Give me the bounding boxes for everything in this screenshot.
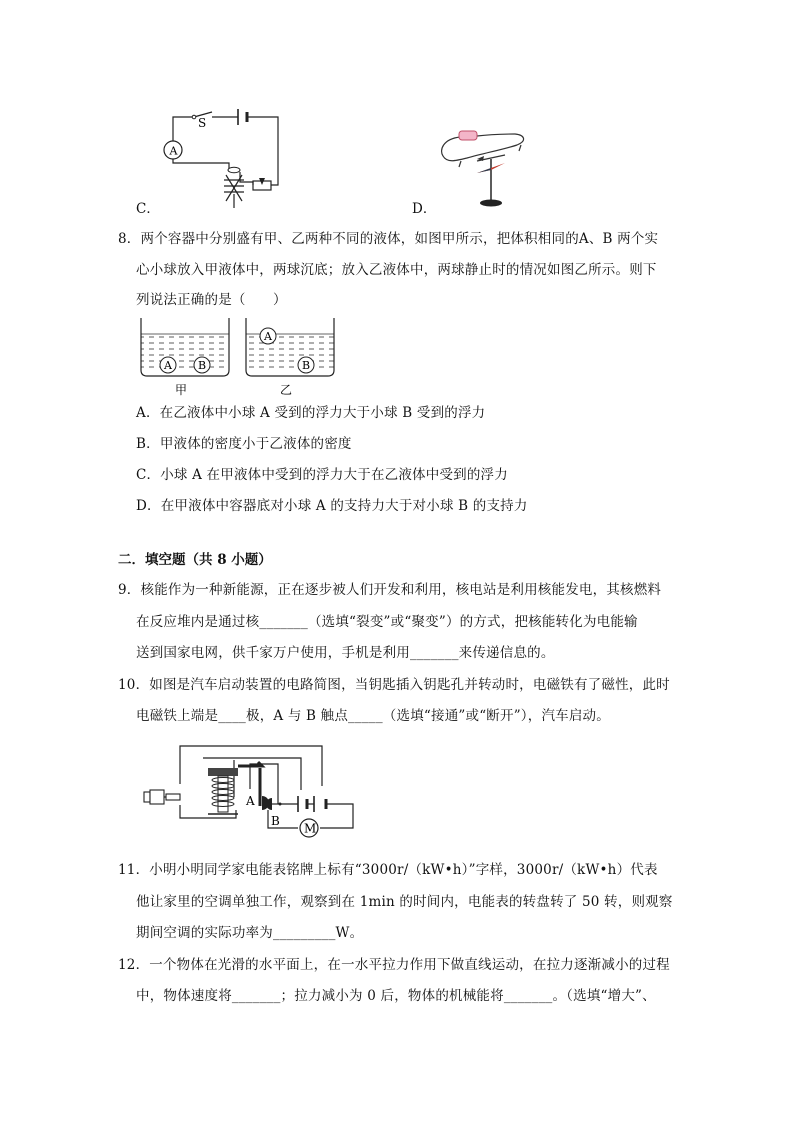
figure-d-wire-compass-diagram <box>435 125 535 215</box>
q8-right-ball-a-label: A <box>264 330 272 343</box>
q8-left-caption: 甲 <box>175 383 188 397</box>
q10-text-line-2: 电磁铁上端是____极，A 与 B 触点_____（选填“接通”或“断开”），汽车启动。 <box>136 708 610 724</box>
figure-c-label: C． <box>136 201 160 217</box>
q11-text-line-1: 11．小明小明同学家电能表铭牌上标有“3000r/（kW•h）”字样，3000r/（kW•h）代表 <box>118 862 658 878</box>
q10-motor-label: M <box>304 821 317 836</box>
figure-c-circuit-diagram <box>150 100 290 215</box>
q10-contact-b-label: B <box>271 814 280 828</box>
section-2-heading: 二．填空题（共 8 小题） <box>118 552 272 568</box>
q10-contact-a-label: A <box>246 794 255 808</box>
q8-right-caption: 乙 <box>280 383 293 397</box>
figure-c-switch-label: S <box>198 116 207 130</box>
q8-text-line-1: 8．两个容器中分别盛有甲、乙两种不同的液体，如图甲所示，把体积相同的A、B 两个实 <box>118 231 659 247</box>
q9-text-line-1: 9．核能作为一种新能源，正在逐步被人们开发和利用，核电站是利用核能发电，其核燃料 <box>118 582 662 598</box>
q9-text-line-3: 送到国家电网，供千家万户使用，手机是利用_______来传递信息的。 <box>136 645 555 661</box>
q10-car-starter-circuit-diagram <box>138 742 358 837</box>
q12-text-line-2: 中，物体速度将_______；拉力减小为 0 后，物体的机械能将_______。（选填“增大”、 <box>136 988 656 1004</box>
q8-left-ball-b-label: B <box>198 359 207 372</box>
q8-text-line-3: 列说法正确的是（ ） <box>136 292 287 308</box>
q11-text-line-2: 他让家里的空调单独工作，观察到在 1min 的时间内，电能表的转盘转了 50 转，则观察 <box>136 894 673 910</box>
q8-option-d: D．在甲液体中容器底对小球 A 的支持力大于对小球 B 的支持力 <box>136 498 528 514</box>
q8-option-a: A．在乙液体中小球 A 受到的浮力大于小球 B 受到的浮力 <box>136 405 486 421</box>
q8-containers-diagram <box>138 316 338 401</box>
q9-text-line-2: 在反应堆内是通过核_______（选填“裂变”或“聚变”）的方式，把核能转化为电能输 <box>136 614 638 630</box>
figure-d-label: D． <box>412 201 437 217</box>
q10-text-line-1: 10．如图是汽车启动装置的电路简图，当钥匙插入钥匙孔并转动时，电磁铁有了磁性，此时 <box>118 677 670 693</box>
q11-text-line-3: 期间空调的实际功率为_________W。 <box>136 925 364 941</box>
q12-text-line-1: 12．一个物体在光滑的水平面上，在一水平拉力作用下做直线运动，在拉力逐渐减小的过程 <box>118 957 670 973</box>
q8-text-line-2: 心小球放入甲液体中，两球沉底；放入乙液体中，两球静止时的情况如图乙所示。则下 <box>136 262 657 278</box>
figure-c-ammeter-label: A <box>169 144 178 158</box>
q8-left-ball-a-label: A <box>164 359 172 372</box>
q8-option-c: C．小球 A 在甲液体中受到的浮力大于在乙液体中受到的浮力 <box>136 467 508 483</box>
q8-option-b: B．甲液体的密度小于乙液体的密度 <box>136 436 352 452</box>
q8-right-ball-b-label: B <box>302 359 311 372</box>
